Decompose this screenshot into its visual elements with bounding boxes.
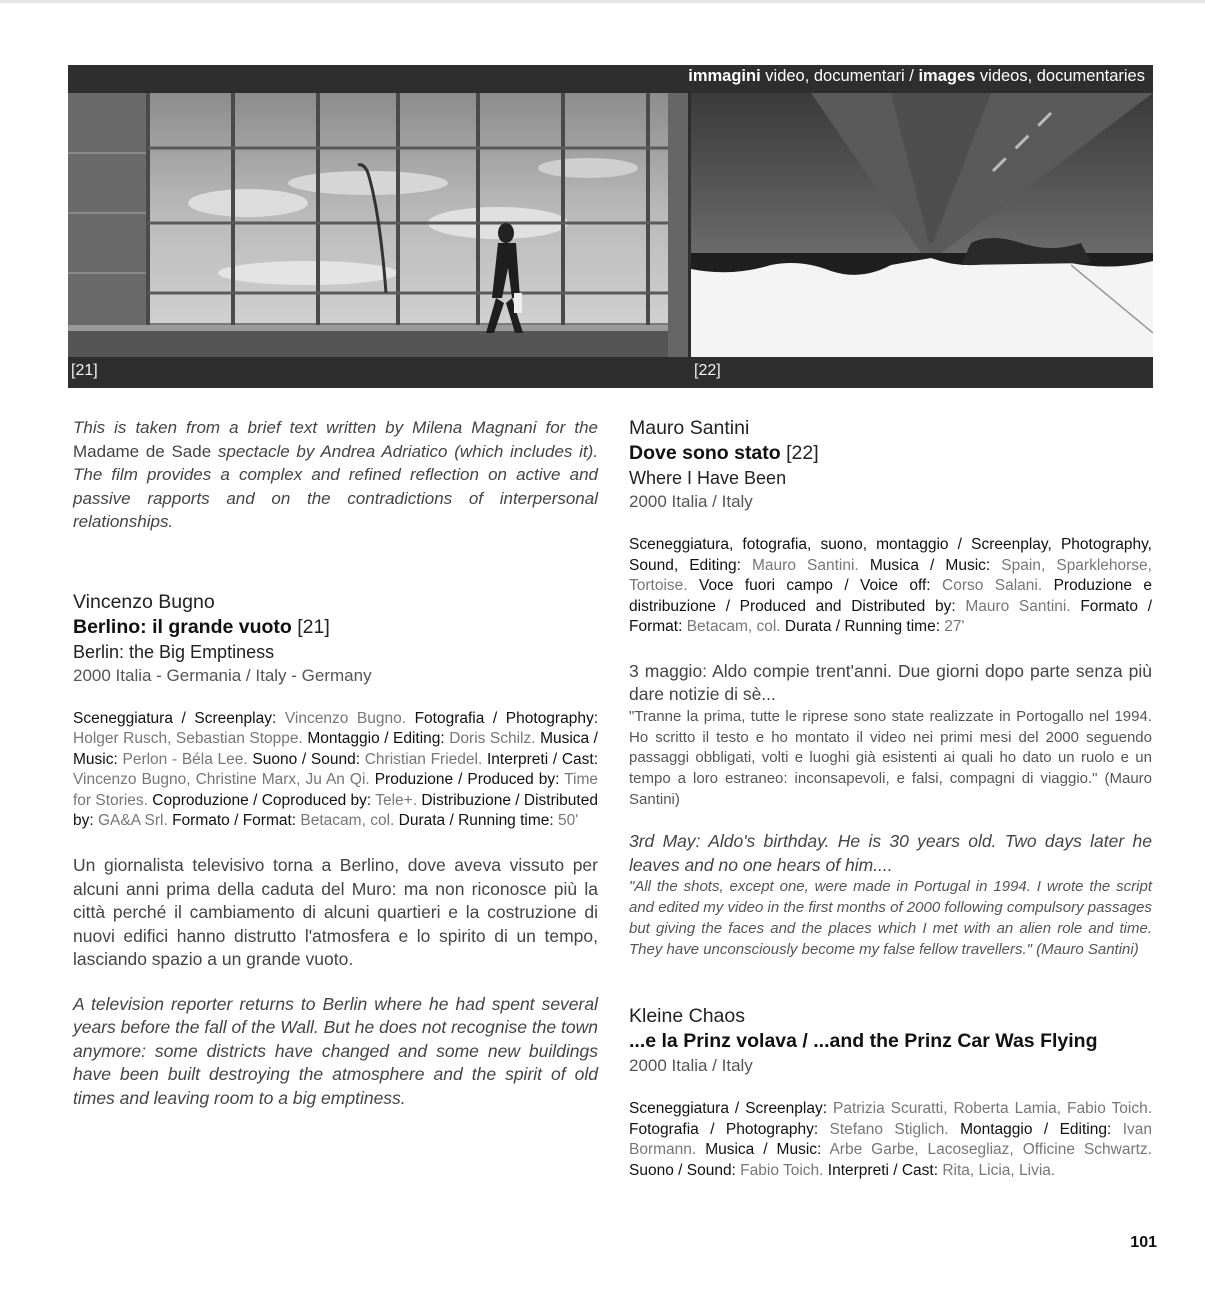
intro-paragraph [73, 416, 598, 534]
credit-value: GA&A Srl. [93, 812, 173, 830]
film23-year: 2000 Italia / Italy [629, 1056, 753, 1076]
credit-value: Stefano Stiglich. [818, 1120, 961, 1138]
photo-ref-21: [21] [71, 362, 98, 379]
credit-value: Mauro Santini. [740, 556, 870, 574]
film22-ref: [22] [780, 442, 819, 464]
section-caption [688, 67, 1145, 86]
credit-value: 50' [553, 812, 579, 830]
credit-value: Ivan Bormann. [629, 1120, 1152, 1159]
film-still-road-image [691, 93, 1153, 357]
film22-quote-it: "Tranne la prima, tutte le riprese sono state realizzate in Portogallo nel 1994. Ho scritto il testo e ho montato il video nei primi mesi del 2000 seguendo passaggi obbligati, volti e luoghi già esistenti ai quali ho dato un ruolo e un tempo a loro estraneo: inconsapevoli, e falsi, compagni di viaggio." (Mauro Santini) [629, 707, 1152, 808]
credit-label: Suono / Sound: [629, 1162, 736, 1180]
film21-credits [73, 709, 598, 833]
credit-label: Distribuzione / Distributed by: [73, 791, 598, 830]
credit-label: Sceneggiatura / Screenplay: [629, 1100, 828, 1118]
film22-director: Mauro Santini [629, 417, 750, 439]
credit-value: Betacam, col. [682, 618, 785, 636]
credit-value: Vincenzo Bugno. [276, 709, 415, 727]
credit-value: Holger Rusch, Sebastian Stoppe. [73, 730, 308, 748]
caption-it: video, documentari / [760, 67, 919, 85]
credit-label: Durata / Running time: [398, 812, 554, 830]
film21-title [73, 615, 598, 640]
credit-label: Fotografia / Photography: [414, 709, 599, 727]
film22-title [629, 441, 1152, 466]
film23-credits [629, 1099, 1152, 1181]
credit-value: Corso Salani. [930, 577, 1054, 595]
film22-subtitle: Where I Have Been [629, 468, 787, 488]
left-column [73, 416, 598, 1110]
film22-title-text: Dove sono stato [629, 442, 781, 464]
credit-value: Doris Schilz. [444, 730, 541, 748]
film-stills-strip [68, 65, 1153, 388]
film21-subtitle: Berlin: the Big Emptiness [73, 641, 275, 662]
credit-label: Durata / Running time: [784, 618, 940, 636]
credit-value: Arbe Garbe, Lacosegliaz, Officine Schwartz. [821, 1141, 1152, 1159]
caption-it-bold: immagini [688, 67, 761, 85]
credit-value: Christian Friedel. [360, 750, 487, 768]
credit-value: Tele+. [371, 791, 422, 809]
credit-label: Formato / Format: [172, 812, 297, 830]
film21-ref: [21] [291, 615, 330, 638]
credit-label: Coproduzione / Coproduced by: [152, 791, 372, 809]
film-still-berlin-image [68, 93, 688, 357]
film22-year: 2000 Italia / Italy [629, 492, 753, 511]
credit-label: Produzione e distribuzione / Produced and Distributed by: [629, 577, 1152, 615]
page-number: 101 [1130, 1234, 1157, 1251]
film21-synopsis-en: A television reporter returns to Berlin where he had spent several years before the fall of the Wall. But he does not recognise the town anymore: some districts have changed and some new buildings have been built destroying the atmosphere and the spirit of old times and leaving room to a big emptiness. [73, 993, 598, 1108]
credit-label: Sceneggiatura / Screenplay: [73, 709, 277, 727]
credit-value: Perlon - Béla Lee. [117, 750, 253, 768]
credit-value: Mauro Santini. [955, 597, 1081, 615]
film21-year: 2000 Italia - Germania / Italy - Germany [73, 665, 372, 685]
caption-en-bold: images [918, 67, 976, 85]
credit-label: Musica / Music: [705, 1141, 822, 1159]
film23-title: ...e la Prinz volava / ...and the Prinz Car Was Flying [629, 1030, 1098, 1053]
credit-label: Musica / Music: [73, 730, 598, 768]
credit-label: Interpreti / Cast: [827, 1162, 939, 1180]
credit-value: Vincenzo Bugno, Christine Marx, Ju An Qi. [73, 771, 375, 789]
credit-value: Betacam, col. [296, 812, 399, 830]
credit-label: Montaggio / Editing: [960, 1120, 1112, 1138]
credit-value: Spain, Sparklehorse, Tortoise. [629, 556, 1152, 595]
film21-synopsis-it: Un giornalista televisivo torna a Berlino, dove aveva vissuto per alcuni anni prima della caduta del Muro: ma non riconosce più la città perché il cambiamento di alcuni quartieri e la costruzione di nuovi edifici hanno distrutto l'atmosfera e lo spirito di un tempo, lasciando spazio a un grande vuoto. [73, 855, 598, 970]
intro-part-1: This is taken from a brief text written by Milena Magnani for the [73, 418, 598, 437]
film21-director: Vincenzo Bugno [73, 590, 215, 613]
intro-part-3: spectacle by Andrea Adriatico (which includes it). The film provides a complex and refined reflection on active and passive rapports and on the contradictions of interpersonal relationships. [73, 441, 598, 531]
credit-value: Time for Stories. [73, 771, 598, 809]
credit-label: Interpreti / Cast: [486, 750, 598, 768]
photo-ref-22: [22] [694, 362, 721, 379]
credit-label: Formato / Format: [629, 597, 1152, 636]
strip-header [68, 65, 1153, 93]
credit-label: Sceneggiatura, fotografia, suono, montaggio / Screenplay, Photography, Sound, Editing: [629, 536, 1152, 574]
film21-title-text: Berlino: il grande vuoto [73, 615, 292, 638]
right-column [629, 416, 1152, 1182]
credit-label: Voce fuori campo / Voice off: [698, 577, 931, 595]
film23-director: Kleine Chaos [629, 1005, 745, 1028]
credit-label: Musica / Music: [869, 556, 991, 574]
credit-value: Rita, Licia, Livia. [938, 1162, 1056, 1180]
credit-label: Produzione / Produced by: [374, 771, 560, 789]
credit-value: 27' [940, 618, 965, 636]
intro-spectacle-title: Madame de Sade [73, 441, 212, 461]
credit-label: Montaggio / Editing: [307, 730, 445, 748]
credit-label: Suono / Sound: [252, 750, 361, 768]
film22-synopsis-en: 3rd May: Aldo's birthday. He is 30 years old. Two days later he leaves and no one hears of him.... [629, 831, 1152, 875]
film22-credits [629, 535, 1152, 638]
page-top-edge [0, 0, 1205, 3]
caption-en: videos, documentaries [975, 67, 1145, 85]
credit-value: Patrizia Scuratti, Roberta Lamia, Fabio Toich. [827, 1100, 1152, 1118]
film22-synopsis-it: 3 maggio: Aldo compie trent'anni. Due giorni dopo parte senza più dare notizie di sè... [629, 660, 1152, 705]
strip-footer [68, 357, 1153, 388]
credit-label: Fotografia / Photography: [629, 1120, 819, 1138]
film22-quote-en: "All the shots, except one, were made in Portugal in 1994. I wrote the script and edited my video in the first months of 2000 following compulsory passages but giving the faces and the places which I met with an alien role and time. They have unconsciously become my false fellow travellers." (Mauro Santini) [629, 878, 1152, 958]
credit-value: Fabio Toich. [735, 1162, 828, 1180]
